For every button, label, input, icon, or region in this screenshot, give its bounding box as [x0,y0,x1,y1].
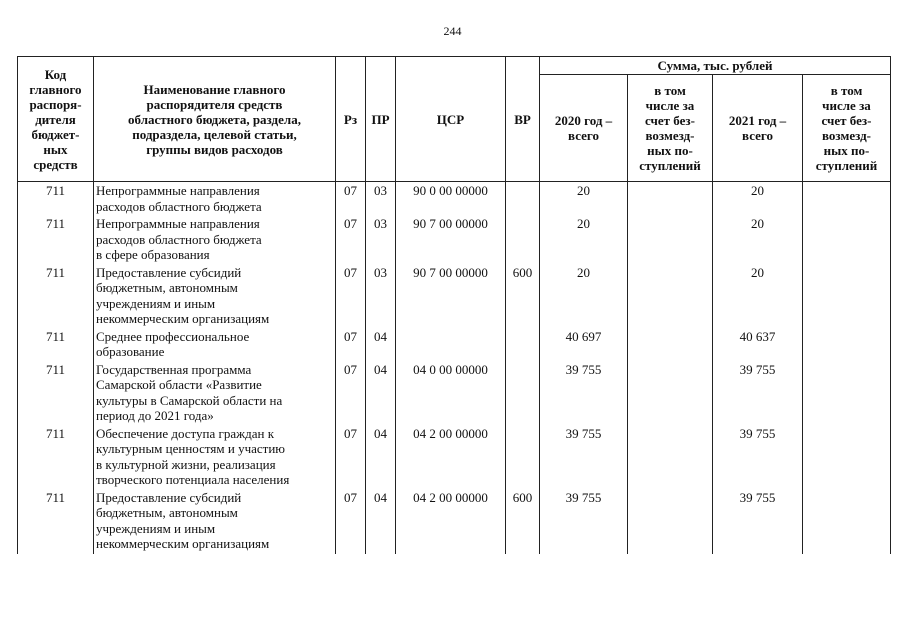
cell-name: Непрограммные направления расходов областного бюджета [94,182,336,217]
cell-free-2021 [803,182,891,217]
cell-csr: 90 0 00 00000 [396,182,506,217]
header-sum-group: Сумма, тыс. рублей [540,57,891,75]
cell-free-2020 [628,216,713,265]
cell-sum-2021: 39 755 [713,362,803,426]
cell-csr [396,329,506,362]
cell-name: Государственная программа Самарской области «Развитие культуры в Самарской области на период до 2021 года» [94,362,336,426]
cell-name: Предоставление субсидий бюджетным, автономным учреждениям и иным некоммерческим организациям [94,265,336,329]
cell-pr: 03 [366,265,396,329]
table-row [18,362,891,426]
cell-sum-2021: 20 [713,182,803,217]
cell-name: Среднее профессиональное образование [94,329,336,362]
cell-vr: 600 [506,265,540,329]
cell-sum-2021: 39 755 [713,490,803,554]
cell-name: Обеспечение доступа граждан к культурным ценностям и участию в культурной жизни, реализация творческого потенциала населения [94,426,336,490]
cell-code: 711 [18,216,94,265]
cell-sum-2021: 39 755 [713,426,803,490]
header-name: Наименование главного распорядителя средств областного бюджета, раздела, подраздела, целевой статьи, группы видов расходов [94,57,336,182]
cell-code: 711 [18,329,94,362]
cell-free-2021 [803,216,891,265]
cell-pr: 03 [366,216,396,265]
header-vr: ВР [506,57,540,182]
cell-free-2020 [628,265,713,329]
cell-sum-2020: 40 697 [540,329,628,362]
cell-sum-2021: 20 [713,216,803,265]
cell-sum-2021: 20 [713,265,803,329]
page-number: 244 [443,24,462,38]
cell-code: 711 [18,362,94,426]
cell-sum-2021: 40 637 [713,329,803,362]
cell-pr: 04 [366,329,396,362]
cell-free-2021 [803,426,891,490]
cell-csr: 04 2 00 00000 [396,490,506,554]
cell-rz: 07 [336,216,366,265]
cell-sum-2020: 20 [540,265,628,329]
cell-free-2021 [803,490,891,554]
cell-code: 711 [18,265,94,329]
cell-free-2021 [803,265,891,329]
cell-rz: 07 [336,426,366,490]
cell-name: Предоставление субсидий бюджетным, автономным учреждениям и иным некоммерческим организациям [94,490,336,554]
cell-vr [506,426,540,490]
cell-rz: 07 [336,182,366,217]
cell-pr: 04 [366,426,396,490]
cell-rz: 07 [336,265,366,329]
cell-code: 711 [18,182,94,217]
header-code: Код главного распоря- дителя бюджет- ных средств [18,57,94,182]
header-2020-free: в том числе за счет без- возмезд- ных по- ступлений [628,75,713,182]
table-row [18,426,891,490]
cell-free-2020 [628,182,713,217]
header-2020-total: 2020 год – всего [540,75,628,182]
cell-csr: 90 7 00 00000 [396,265,506,329]
cell-rz: 07 [336,362,366,426]
cell-free-2021 [803,362,891,426]
cell-free-2020 [628,490,713,554]
cell-csr: 90 7 00 00000 [396,216,506,265]
table-row [18,490,891,554]
cell-sum-2020: 39 755 [540,490,628,554]
budget-table [17,56,891,554]
header-2021-total: 2021 год – всего [713,75,803,182]
cell-name: Непрограммные направления расходов областного бюджета в сфере образования [94,216,336,265]
table-header [18,57,891,182]
cell-sum-2020: 20 [540,216,628,265]
cell-vr [506,216,540,265]
cell-free-2020 [628,426,713,490]
cell-vr [506,329,540,362]
cell-sum-2020: 39 755 [540,362,628,426]
cell-pr: 04 [366,362,396,426]
cell-free-2021 [803,329,891,362]
header-pr: ПР [366,57,396,182]
header-rz: Рз [336,57,366,182]
cell-csr: 04 0 00 00000 [396,362,506,426]
header-csr: ЦСР [396,57,506,182]
cell-free-2020 [628,329,713,362]
table-row [18,329,891,362]
cell-rz: 07 [336,490,366,554]
cell-free-2020 [628,362,713,426]
cell-code: 711 [18,426,94,490]
cell-vr: 600 [506,490,540,554]
table-row [18,265,891,329]
cell-pr: 03 [366,182,396,217]
cell-csr: 04 2 00 00000 [396,426,506,490]
cell-sum-2020: 39 755 [540,426,628,490]
table-row [18,182,891,217]
cell-pr: 04 [366,490,396,554]
budget-table-container [17,56,891,554]
header-2021-free: в том числе за счет без- возмезд- ных по- ступлений [803,75,891,182]
table-row [18,216,891,265]
cell-rz: 07 [336,329,366,362]
cell-vr [506,362,540,426]
cell-code: 711 [18,490,94,554]
cell-vr [506,182,540,217]
cell-sum-2020: 20 [540,182,628,217]
table-body [18,182,891,554]
